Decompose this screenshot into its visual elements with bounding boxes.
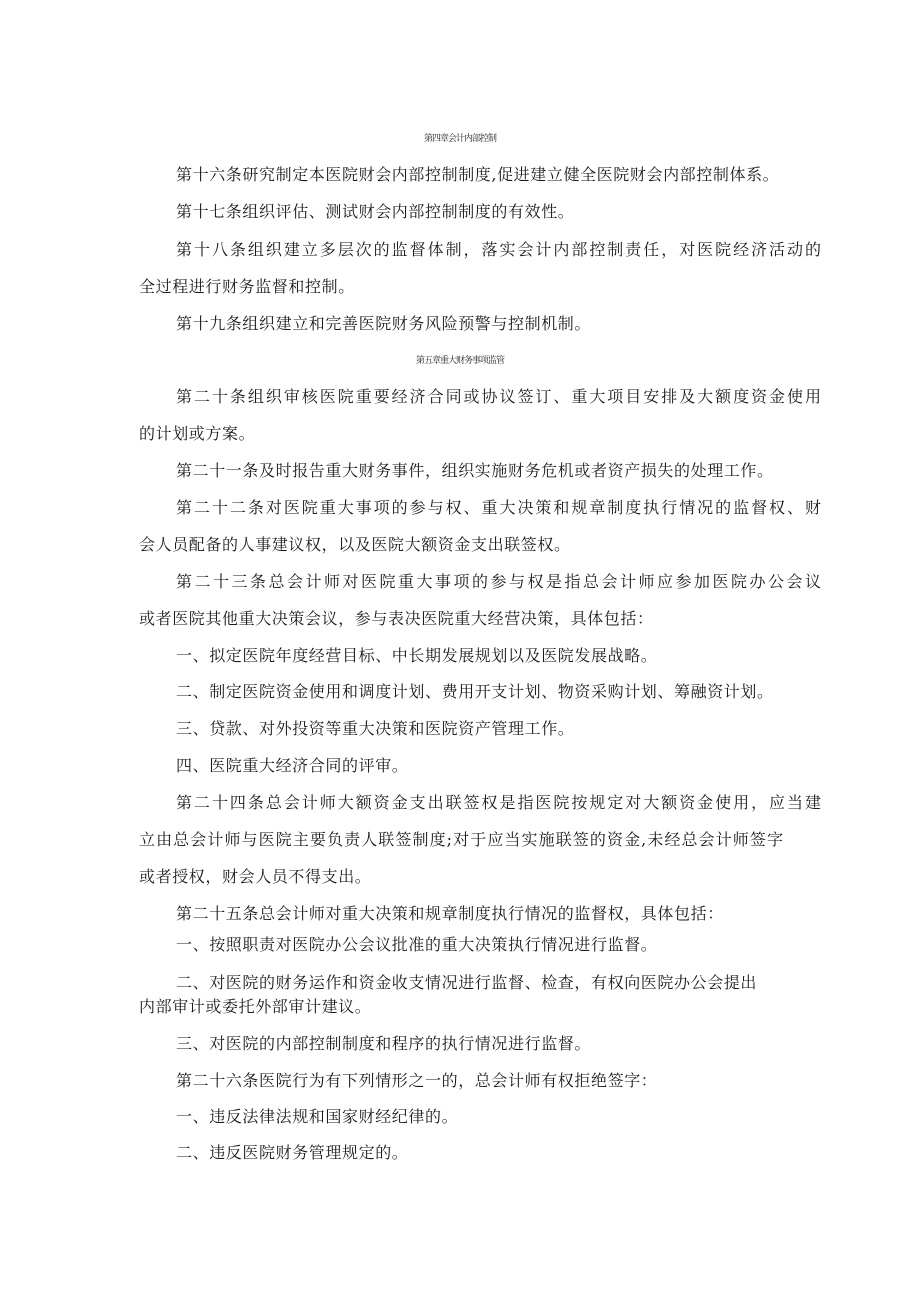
article-26-line-1: 第二十六条医院行为有下列情形之一的，总会计师有权拒绝签字：: [176, 1071, 658, 1090]
article-17: 第十七条组织评估、测试财会内部控制制度的有效性。: [176, 202, 575, 221]
article-16: 第十六条研究制定本医院财会内部控制制度,促进建立健全医院财会内部控制体系。: [176, 165, 780, 184]
article-23-item-3: 三、贷款、对外投资等重大决策和医院资产管理工作。: [176, 719, 575, 738]
chapter-4-title: 第四章会计内部控制: [423, 134, 496, 144]
article-21: 第二十一条及时报告重大财务事件，组织实施财务危机或者资产损失的处理工作。: [176, 461, 774, 480]
article-25-item-3: 三、对医院的内部控制制度和程序的执行情况进行监督。: [176, 1034, 592, 1053]
article-26-item-2: 二、违反医院财务管理规定的。: [176, 1143, 409, 1162]
article-25-item-1: 一、按照职责对医院办公会议批准的重大决策执行情况进行监督。: [176, 935, 658, 954]
article-22-line-1: 第二十二条对医院重大事项的参与权、重大决策和规章制度执行情况的监督权、财: [176, 498, 821, 517]
article-24-line-3: 或者授权，财会人员不得支出。: [139, 867, 372, 886]
article-25-item-2-line-1: 二、对医院的财务运作和资金收支情况进行监督、检查，有权向医院办公会提出: [176, 973, 758, 992]
article-18-line-2: 全过程进行财务监督和控制。: [139, 277, 355, 296]
article-23-line-2: 或者医院其他重大决策会议，参与表决医院重大经营决策，具体包括：: [139, 609, 654, 628]
chapter-5-title: 第五章重大财务事项监管: [415, 356, 504, 366]
article-23-item-1: 一、拟定医院年度经营目标、中长期发展规划以及医院发展战略。: [176, 646, 658, 665]
article-23-item-2: 二、制定医院资金使用和调度计划、费用开支计划、物资采购计划、筹融资计划。: [176, 682, 774, 701]
article-22-line-2: 会人员配备的人事建议权，以及医院大额资金支出联签权。: [139, 535, 571, 554]
article-20-line-1: 第二十条组织审核医院重要经济合同或协议签订、重大项目安排及大额度资金使用: [176, 387, 821, 406]
article-25-line-1: 第二十五条总会计师对重大决策和规章制度执行情况的监督权，具体包括：: [176, 904, 724, 923]
article-26-item-1: 一、违反法律法规和国家财经纪律的。: [176, 1107, 459, 1126]
article-20-line-2: 的计划或方案。: [139, 424, 256, 443]
article-25-item-2-line-2: 内部审计或委托外部审计建议。: [139, 997, 372, 1016]
article-24-line-2: 立由总会计师与医院主要负责人联签制度;对于应当实施联签的资金,未经总会计师签字: [139, 830, 783, 849]
article-18-line-1: 第十八条组织建立多层次的监督体制，落实会计内部控制责任，对医院经济活动的: [176, 240, 821, 259]
article-23-item-4: 四、医院重大经济合同的评审。: [176, 756, 409, 775]
article-19: 第十九条组织建立和完善医院财务风险预警与控制机制。: [176, 314, 592, 333]
article-24-line-1: 第二十四条总会计师大额资金支出联签权是指医院按规定对大额资金使用，应当建: [176, 793, 821, 812]
article-23-line-1: 第二十三条总会计师对医院重大事项的参与权是指总会计师应参加医院办公会议: [176, 572, 821, 591]
